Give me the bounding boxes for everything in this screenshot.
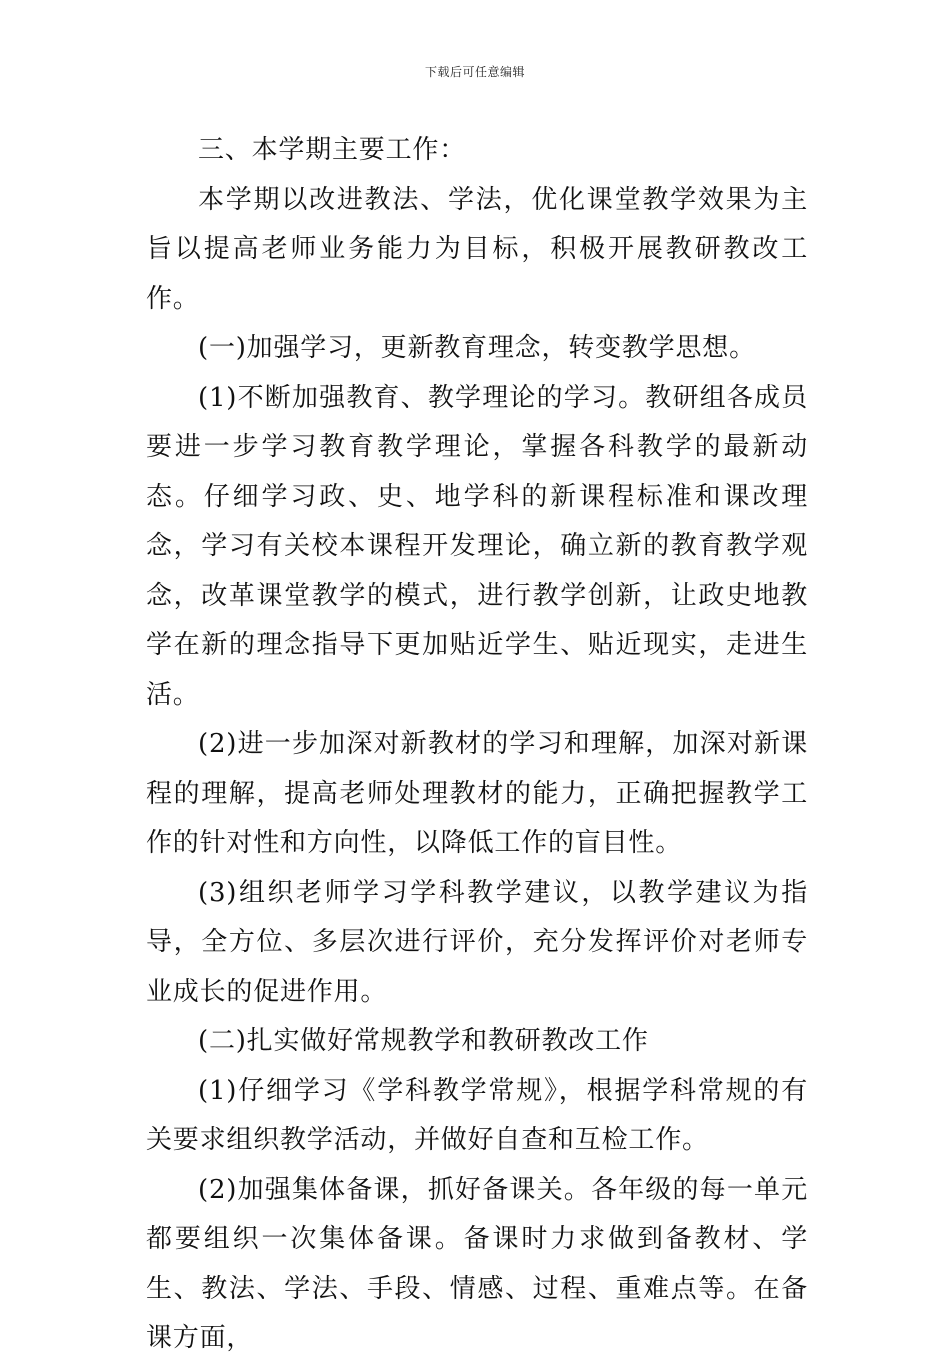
paragraph-item-2: (2)进一步加深对新教材的学习和理解，加深对新课程的理解，提高老师处理教材的能力，正确把握教学工作的针对性和方向性，以降低工作的盲目性。 (146, 729, 808, 858)
document-body (146, 126, 808, 1364)
section-heading: 三、本学期主要工作： (198, 135, 467, 165)
paragraph-item-5: (2)加强集体备课，抓好备课关。各年级的每一单元都要组织一次集体备课。备课时力求做到备教材、学生、教法、学法、手段、情感、过程、重难点等。在备课方面， (146, 1174, 808, 1353)
paragraph-item-1: (1)不断加强教育、教学理论的学习。教研组各成员要进一步学习教育教学理论，掌握各科教学的最新动态。仔细学习政、史、地学科的新课程标准和课改理念，学习有关校本课程开发理论，确立新的教育教学观念，改革课堂教学的模式，进行教学创新，让政史地教学在新的理念指导下更加贴近学生、贴近现实，走进生活。 (146, 382, 808, 710)
subheading-one: (一)加强学习，更新教育理念，转变教学思想。 (198, 333, 756, 363)
paragraph-item-3: (3)组织老师学习学科教学建议，以教学建议为指导，全方位、多层次进行评价，充分发挥评价对老师专业成长的促进作用。 (146, 877, 808, 1007)
paragraph-item-4: (1)仔细学习《学科教学常规》，根据学科常规的有关要求组织教学活动，并做好自查和互检工作。 (146, 1075, 808, 1155)
paragraph-intro: 本学期以改进教法、学法，优化课堂教学效果为主旨以提高老师业务能力为目标，积极开展教研教改工作。 (146, 184, 808, 314)
header-note: 下载后可任意编辑 (424, 65, 525, 79)
subheading-two: (二)扎实做好常规教学和教研教改工作 (198, 1026, 649, 1056)
